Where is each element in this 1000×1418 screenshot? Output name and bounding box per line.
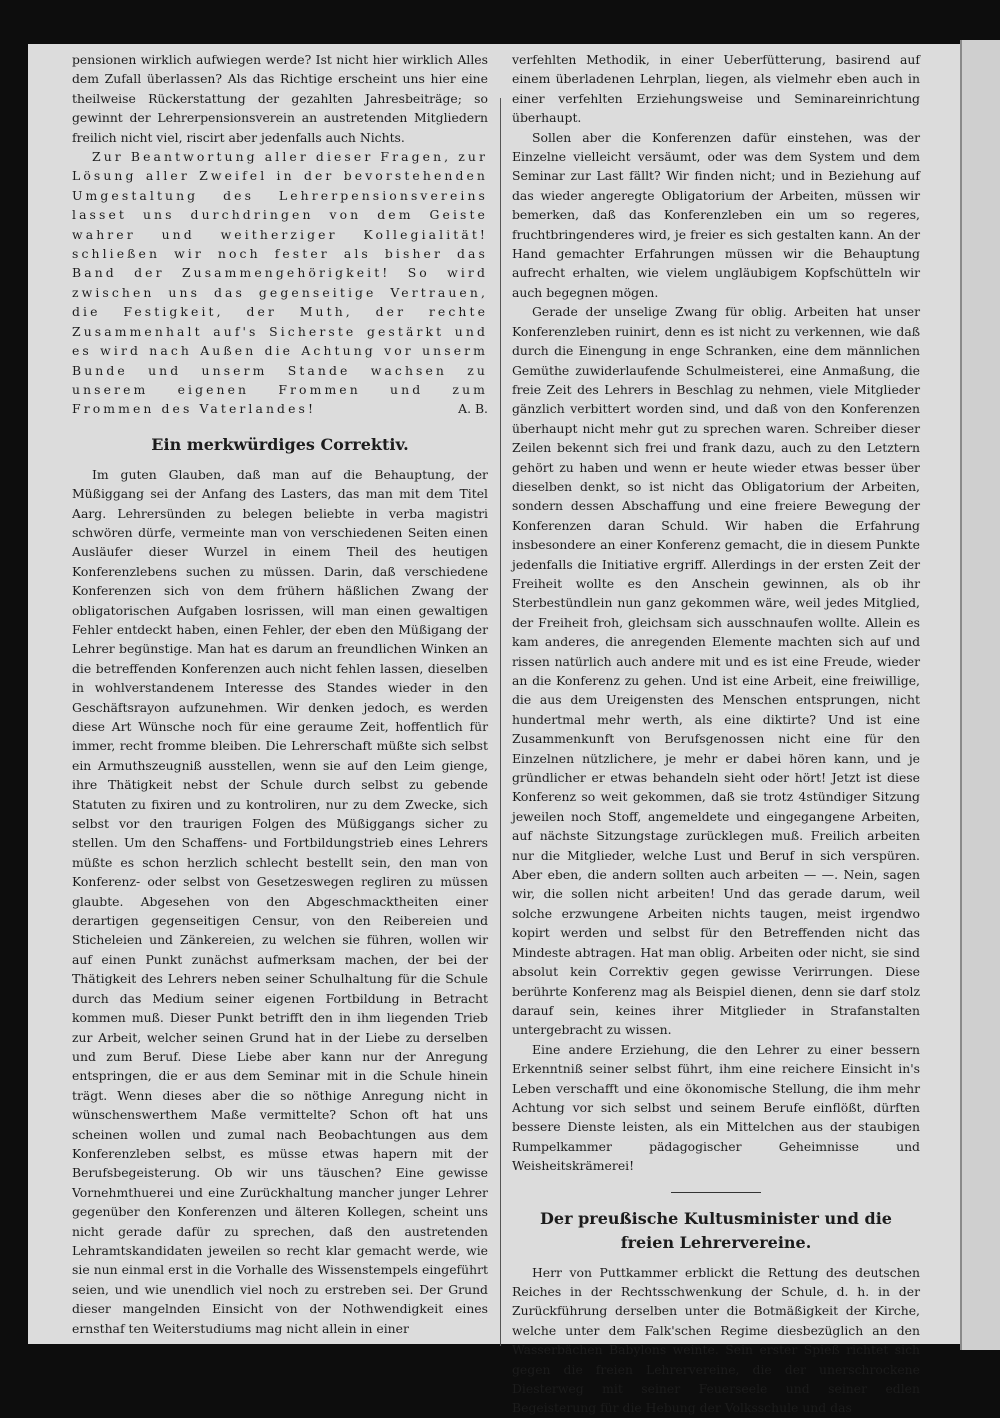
next-page-edge — [960, 40, 1000, 1350]
paragraph-konferenzen: Sollen aber die Konferenzen dafür einstehen, was der Einzelne vielleicht versäumt, oder was dem System und dem Seminar zur Last fällt? Wir finden nicht; und in Beziehung auf das wieder angeregte Obligatorium der Arbeiten, müssen wir bemerken, daß das Konferenzleben ein um so regeres, fruchtbringenderes wird, je freier es sich gestalten kann. An der Hand gemachter Erfahrungen müssen wir die Behauptung aufrecht erhalten, wie vielem ungläubigem Kopfschütteln wir auch begegnen mögen. — [512, 129, 920, 300]
author-signature: A. B. — [458, 401, 488, 417]
paragraph-zwang: Gerade der unselige Zwang für oblig. Arbeiten hat unser Konferenzleben ruinirt, denn es ist nicht zu verkennen, wie daß durch die Einengung in enge Schranken, eine dem männlichen Gemüthe zuwiderlaufende Schulmeisterei, eine Anmaßung, die freie Zeit des Lehrers in Beschlag zu nehmen, viele Mitglieder gänzlich verbittert worden sind, und daß von den Konferenzen überhaupt nicht mehr gut zu sprechen waren. Schreiber dieser Zeilen bekennt sich frei und frank dazu, auch zu den Letztern gehört zu haben und wenn er heute wieder etwas besser über dieselben denkt, so ist nicht das Obligatorium der Arbeiten, sondern dessen Abschaffung und eine freiere Bewegung der Konferenzen daran Schuld. Wir haben die Erfahrung insbesondere an einer Konferenz gemacht, die in diesem Punkte jedenfalls die Initiative ergriff. Allerdings in der ersten Zeit der Freiheit wollte es den Anschein gewinnen, als ob ihr Sterbestündlein nun ganz gekommen wäre, weil jedes Mitglied, der Freiheit froh, gleichsam sich ausschnaufen wollte. Allein es kam anderes, die anregenden Elemente machten sich auf und rissen natürlich auch andere mit und es ist eine Freude, wieder an die Konferenz zu gehen. Und ist eine Arbeit, eine freiwillige, die aus dem Ureigensten des Menschen entsprungen, nicht hundertmal mehr werth, als eine diktirte? Und ist eine Zusammenkunft von Berufsgenossen nicht eine für den Einzelnen nützlichere, je mehr er dabei hören kann, und je gründlicher er etwas behandeln sieht oder hört! Jetzt ist diese Konferenz so weit gekommen, daß sie trotz 4stündiger Sitzung jeweilen noch Stoff, angemeldete und eingegangene Arbeiten, auf nächste Sitzungstage zurücklegen muß. Freilich arbeiten nur die Mitglieder, welche Lust und Beruf in sich verspüren. Aber eben, die andern sollten auch arbeiten — —. Nein, sagen wir, die sollen nicht arbeiten! Und das gerade darum, weil solche erzwungene Arbeiten nichts taugen, meist irgendwo kopirt werden und selbst für den Betreffenden nicht das Mindeste abtragen. Hat man oblig. Arbeiten oder nicht, sie sind absolut kein Correktiv gegen gewisse Verirrungen. Diese berührte Konferenz mag als Beispiel dienen, denn sie darf stolz darauf sein, keines ihrer Mitglieder in Strafanstalten untergebracht zu wissen. — [512, 304, 920, 1038]
article-heading-correktiv: Ein merkwürdiges Correktiv. — [151, 434, 409, 454]
section-divider — [671, 1192, 761, 1193]
paragraph-appeal — [72, 147, 488, 419]
appeal-text: Zur Beantwortung aller dieser Fragen, zur Lösung aller Zweifel in der bevorstehenden Umgestaltung des Lehrerpensionsvereins lasset uns durchdringen von dem Geiste wahrer und weitherziger Kollegialität! schließen wir noch fester als bisher das Band der Zusammengehörigkeit! So wird zwischen uns das gegenseitige Vertrauen, die Festigkeit, der Muth, der rechte Zusammenhalt auf's Sicherste gestärkt und es wird nach Außen die Achtung vor unserm Bunde und unserm Stande wachsen zu unserem eigenen Frommen und zum Frommen des Vaterlandes! — [72, 149, 488, 417]
paragraph-puttkammer: Herr von Puttkammer erblickt die Rettung des deutschen Reiches in der Rechtsschwenkung der Schule, d. h. in der Zurückführung derselben unter die Botmäßigkeit der Kirche, welche unter dem Falk'schen Regime diesbezüglich an den Wasserbächen Babylons weinte. Sein erster Spieß richtet sich gegen die freien Lehrervereine, die der unerschrockene Diesterweg mit seiner Feuerseele und seiner edlen Begeisterung für die Hebung der Volksschule und das — [512, 1264, 920, 1416]
column-rule — [500, 98, 501, 1346]
paragraph-pension-end: pensionen wirklich aufwiegen werde? Ist nicht hier wirklich Alles dem Zufall überlassen? Als das Richtige erscheint uns hier eine theilweise Rückerstattung der gezahlten Jahresbeiträge; so gewinnt der Lehrerpensionsverein an austretenden Mitgliedern freilich nicht viel, riscirt aber jedenfalls auch Nichts. — [72, 52, 488, 145]
paragraph-correktiv-main: Im guten Glauben, daß man auf die Behauptung, der Müßiggang sei der Anfang des Lasters, das man mit dem Titel Aarg. Lehrersünden zu belegen beliebte in verba magistri schwören dürfe, vermeinte man von verschiedenen Seiten einen Ausläufer dieser Wurzel in einem Theil des heutigen Konferenzlebens suchen zu müssen. Darin, daß verschiedene Konferenzen sich von dem frühern häßlichen Zwang der obligatorischen Aufgaben losrissen, will man einen gewaltigen Fehler entdeckt haben, einen Fehler, der eben den Müßigang der Lehrer begünstige. Man hat es darum an freundlichen Winken an die betreffenden Konferenzen auch nicht fehlen lassen, dieselben in wohlverstandenem Interesse des Standes wieder in den Geschäftsrayon aufzunehmen. Wir denken jedoch, es werden diese Art Wünsche noch für eine geraume Zeit, hoffentlich für immer, recht fromme bleiben. Die Lehrerschaft müßte sich selbst ein Armuthszeugniß ausstellen, wenn sie auf den Leim gienge, ihre Thätigkeit nebst der Schule durch selbst zu gebende Statuten zu fixiren und zu kontroliren, nur zu dem Zwecke, sich selbst vor den traurigen Folgen des Müßiggangs sicher zu stellen. Um den Schaffens- und Fortbildungstrieb eines Lehrers müßte es schon herzlich schlecht bestellt sein, den man von Konferenz- oder selbst von Gesetzeswegen regliren zu müssen glaubte. Abgesehen von den Abgeschmacktheiten einer derartigen gegenseitigen Censur, von den Reibereien und Sticheleien und Zänkereien, zu welchen sie führen, wollen wir auf einen Punkt zunächst aufmerksam machen, der bei der Thätigkeit des Lehrers neben seiner Schulhaltung für die Schule durch das Medium seiner eigenen Fortbildung in Betracht kommen muß. Dieser Punkt betrifft den in ihm liegenden Trieb zur Arbeit, welcher seinen Grund hat in der Liebe zu derselben und zum Beruf. Diese Liebe aber kann nur der Anregung entspringen, die er aus dem Seminar mit in die Schule hinein trägt. Wenn dieses aber die so nöthige Anregung nicht in wünschenswerthem Maße vermittelte? Schon oft hat uns scheinen wollen und zumal nach Beobachtungen aus dem Konferenzleben selbst, es müsse etwas hapern mit der Berufsbegeisterung. Ob wir uns täuschen? Eine gewisse Vornehmthuerei und eine Zurückhaltung mancher junger Lehrer gegenüber den Konferenzen und älteren Kollegen, scheint uns nicht gerade dafür zu sprechen, daß den austretenden Lehramtskandidaten jeweilen so recht klar gemacht werde, wie sie nun einmal erst in die Vorhalle des Wissenstempels eingeführt seien, und wie unendlich viel noch zu erstreben sei. Der Grund dieser mangelnden Einsicht von der Nothwendigkeit eines ernsthaf ten Weiterstudiums mag nicht allein in einer — [72, 466, 488, 1336]
right-column — [512, 50, 920, 1418]
article-heading-kultusminister: Der preußische Kultusminister und die freien Lehrervereine. — [540, 1208, 892, 1252]
paragraph-erziehung: Eine andere Erziehung, die den Lehrer zu einer bessern Erkenntniß seiner selbst führt, ihm eine reichere Einsicht in's Leben verschafft und eine ökonomische Stellung, die ihm mehr Achtung vor sich selbst und seinem Berufe einflößt, dürften bessere Dienste leisten, als ein Mittelchen aus der staubigen Rumpelkammer pädagogischer Geheimnisse und Weisheitskrämerei! — [512, 1041, 920, 1174]
paragraph-methodik: verfehlten Methodik, in einer Ueberfütterung, basirend auf einem überladenen Lehrplan, liegen, als vielmehr eben auch in einer verfehlten Erziehungsweise und Seminareinrichtung überhaupt. — [512, 52, 920, 126]
left-column — [72, 50, 488, 1338]
